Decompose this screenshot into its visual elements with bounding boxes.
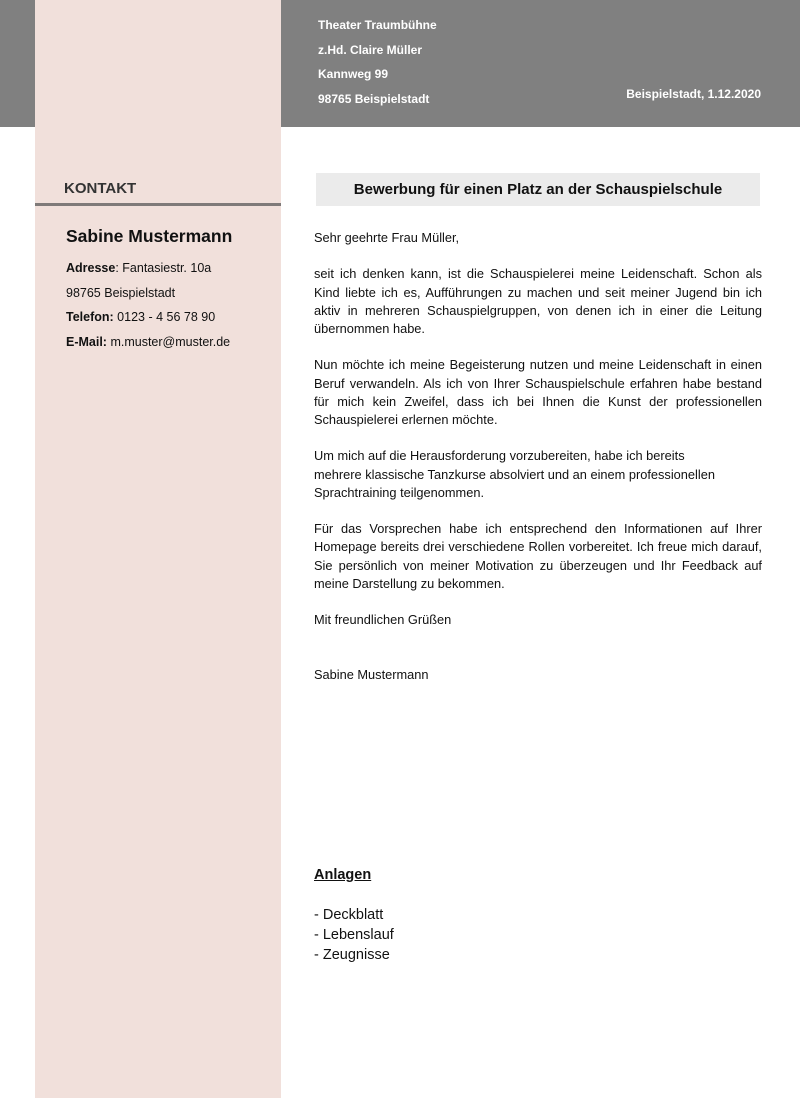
contact-details	[66, 259, 230, 357]
attachment-item: - Deckblatt	[314, 907, 384, 923]
recipient-street: Kannweg 99	[318, 67, 389, 81]
email-value: m.muster@muster.de	[106, 334, 231, 349]
salutation: Sehr geehrte Frau Müller,	[314, 230, 460, 245]
address-street: : Fantasiestr. 10a	[115, 261, 212, 275]
email-line	[66, 333, 230, 358]
address-city: 98765 Beispielstadt	[66, 285, 176, 300]
paragraph-4: Für das Vorsprechen habe ich entsprechend den Informationen auf Ihrer Homepage bereits drei verschiedene Rollen vorbereitet. Ich freue mich darauf, Sie persönlich von meiner Motivation zu überzeugen und Ihr Feedback auf meine Darstellung zu bekommen.	[314, 521, 762, 591]
recipient-company: Theater Traumbühne	[318, 18, 437, 32]
email-label: E-Mail:	[66, 334, 107, 349]
attachment-item: - Lebenslauf	[314, 927, 394, 943]
paragraph-3-line-1: Um mich auf die Herausforderung vorzubereiten, habe ich bereits	[314, 448, 685, 464]
contact-sidebar	[35, 0, 281, 1098]
attachments	[314, 865, 394, 965]
closing: Mit freundlichen Grüßen	[314, 612, 452, 628]
phone-line	[66, 308, 230, 333]
address-label: Adresse	[66, 261, 116, 275]
contact-divider	[35, 203, 281, 206]
paragraph-1: seit ich denken kann, ist die Schauspielerei meine Leidenschaft. Schon als Kind liebte ich es, Aufführungen zu machen und seit meiner Jugend bin ich aktiv in mehreren Schauspielgruppen, von denen ich in einer die Leitung übernommen habe.	[314, 266, 762, 336]
paragraph-2: Nun möchte ich meine Begeisterung nutzen und meine Leidenschaft in einen Beruf verwandeln. Als ich von Ihrer Schauspielschule erfahren habe bestand für mich kein Zweifel, dass ich bei Ihnen die Kunst der professionellen Schauspielerei erlernen möchte.	[314, 357, 762, 427]
subject-box	[316, 173, 760, 206]
paragraph-3-line-2: mehrere klassische Tanzkurse absolviert und an einem professionellen	[314, 466, 715, 482]
address-line	[66, 259, 230, 284]
recipient-city: 98765 Beispielstadt	[318, 91, 430, 106]
recipient-address	[318, 15, 437, 113]
phone-label: Telefon:	[66, 310, 114, 324]
contact-heading: KONTAKT	[64, 180, 137, 197]
attachments-title: Anlagen	[314, 867, 372, 883]
letter-body	[314, 229, 762, 684]
attachment-item: - Zeugnisse	[314, 947, 390, 963]
letter-subject: Bewerbung für einen Platz an der Schauspielschule	[353, 181, 723, 198]
recipient-contact: z.Hd. Claire Müller	[318, 42, 423, 57]
phone-value: 0123 - 4 56 78 90	[113, 310, 216, 324]
letter-date: Beispielstadt, 1.12.2020	[626, 87, 761, 101]
paragraph-3-line-3: Sprachtraining teilgenommen.	[314, 484, 485, 500]
sender-name: Sabine Mustermann	[66, 226, 233, 246]
signature: Sabine Mustermann	[314, 666, 429, 682]
